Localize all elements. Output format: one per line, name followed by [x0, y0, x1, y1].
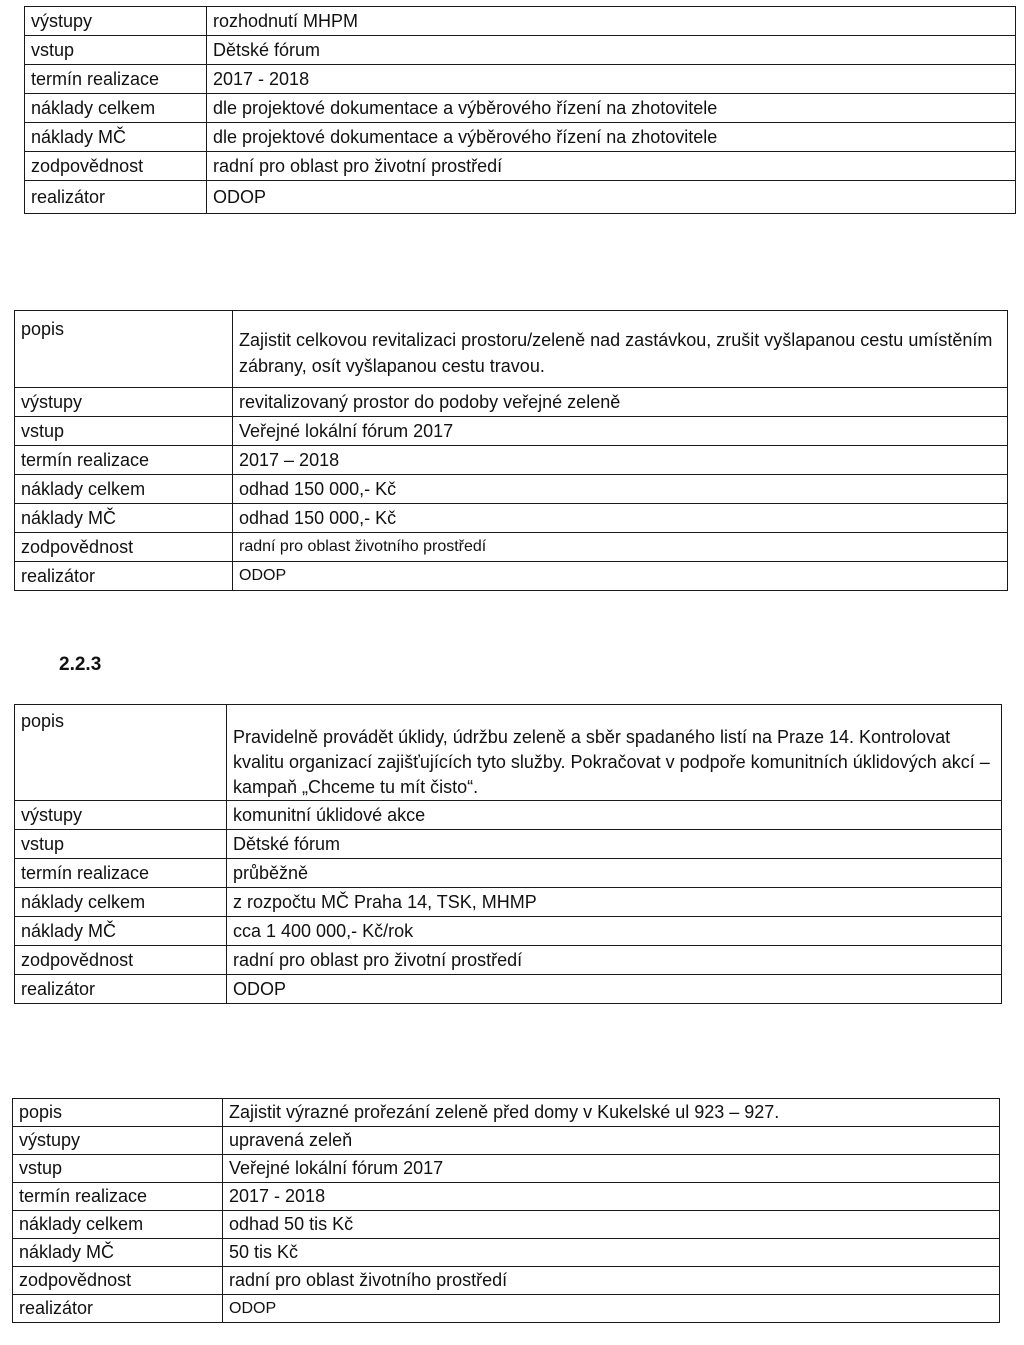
row-label: náklady MČ [13, 1239, 223, 1267]
row-value: 50 tis Kč [223, 1239, 1000, 1267]
row-value: odhad 150 000,- Kč [233, 504, 1008, 533]
table-row [13, 1127, 1000, 1155]
row-value: dle projektové dokumentace a výběrového řízení na zhotovitele [207, 94, 1016, 123]
table-row [25, 7, 1016, 36]
row-value: 2017 – 2018 [233, 446, 1008, 475]
table-row [15, 917, 1002, 946]
row-label: zodpovědnost [25, 152, 207, 181]
action-table-1 [24, 6, 1016, 214]
row-label: zodpovědnost [13, 1267, 223, 1295]
row-value: Zajistit celkovou revitalizaci prostoru/zeleně nad zastávkou, zrušit vyšlapanou cestu umístěním zábrany, osít vyšlapanou cestu travou. [233, 311, 1008, 388]
row-value: Zajistit výrazné prořezání zeleně před domy v Kukelské ul 923 – 927. [223, 1099, 1000, 1127]
row-value: 2017 - 2018 [207, 65, 1016, 94]
action-table-4 [12, 1098, 1000, 1323]
row-label: náklady MČ [15, 504, 233, 533]
row-value: ODOP [227, 975, 1002, 1004]
table-row [15, 533, 1008, 562]
row-value: radní pro oblast pro životní prostředí [227, 946, 1002, 975]
row-value: ODOP [233, 562, 1008, 591]
table-row [15, 830, 1002, 859]
table-row [15, 562, 1008, 591]
table-row [25, 152, 1016, 181]
row-value: radní pro oblast životního prostředí [223, 1267, 1000, 1295]
table-row [25, 36, 1016, 65]
row-label: výstupy [13, 1127, 223, 1155]
row-label: vstup [13, 1155, 223, 1183]
row-value: revitalizovaný prostor do podoby veřejné zeleně [233, 388, 1008, 417]
row-value: Veřejné lokální fórum 2017 [233, 417, 1008, 446]
row-value: průběžně [227, 859, 1002, 888]
row-label: popis [15, 311, 233, 388]
row-label: náklady celkem [25, 94, 207, 123]
row-label: zodpovědnost [15, 533, 233, 562]
row-value: radní pro oblast životního prostředí [233, 533, 1008, 562]
table-row [13, 1239, 1000, 1267]
row-label: popis [15, 705, 227, 801]
row-label: vstup [15, 830, 227, 859]
row-label: realizátor [15, 562, 233, 591]
table-row [25, 123, 1016, 152]
row-label: náklady MČ [15, 917, 227, 946]
action-table-2 [14, 310, 1008, 591]
row-value: Dětské fórum [207, 36, 1016, 65]
row-value: cca 1 400 000,- Kč/rok [227, 917, 1002, 946]
row-value: ODOP [223, 1295, 1000, 1323]
table-row [25, 94, 1016, 123]
action-table-3 [14, 704, 1002, 1004]
row-value: 2017 - 2018 [223, 1183, 1000, 1211]
row-value: komunitní úklidové akce [227, 801, 1002, 830]
row-value: odhad 50 tis Kč [223, 1211, 1000, 1239]
table-row [15, 311, 1008, 388]
row-label: termín realizace [15, 859, 227, 888]
table-row [25, 65, 1016, 94]
row-value: rozhodnutí MHPM [207, 7, 1016, 36]
row-label: náklady celkem [15, 475, 233, 504]
table-row [15, 975, 1002, 1004]
row-label: náklady MČ [25, 123, 207, 152]
table-row [13, 1211, 1000, 1239]
row-label: termín realizace [15, 446, 233, 475]
row-label: výstupy [15, 801, 227, 830]
row-label: vstup [25, 36, 207, 65]
table-row [15, 417, 1008, 446]
table-row [15, 446, 1008, 475]
table-row [13, 1099, 1000, 1127]
row-value: ODOP [207, 181, 1016, 214]
row-label: vstup [15, 417, 233, 446]
table-row [13, 1267, 1000, 1295]
row-value: Pravidelně provádět úklidy, údržbu zeleně a sběr spadaného listí na Praze 14. Kontrolovat kvalitu organizací zajišťujících tyto služby. Pokračovat v podpoře komunitních úklidových akcí – kampaň „Chceme tu mít čisto“. [227, 705, 1002, 801]
row-label: realizátor [15, 975, 227, 1004]
table-row [15, 475, 1008, 504]
row-label: výstupy [15, 388, 233, 417]
row-value: Dětské fórum [227, 830, 1002, 859]
table-row [15, 946, 1002, 975]
row-label: realizátor [13, 1295, 223, 1323]
row-label: zodpovědnost [15, 946, 227, 975]
row-label: realizátor [25, 181, 207, 214]
table-row [13, 1295, 1000, 1323]
table-row [15, 388, 1008, 417]
row-value: Veřejné lokální fórum 2017 [223, 1155, 1000, 1183]
table-row [15, 859, 1002, 888]
row-label: popis [13, 1099, 223, 1127]
row-label: termín realizace [13, 1183, 223, 1211]
row-value: radní pro oblast pro životní prostředí [207, 152, 1016, 181]
section-heading: 2.2.3 [59, 654, 102, 675]
table-row [15, 705, 1002, 801]
table-row [15, 888, 1002, 917]
row-value: upravená zeleň [223, 1127, 1000, 1155]
row-label: náklady celkem [13, 1211, 223, 1239]
row-label: výstupy [25, 7, 207, 36]
table-row [13, 1155, 1000, 1183]
table-row [25, 181, 1016, 214]
row-value: odhad 150 000,- Kč [233, 475, 1008, 504]
row-label: náklady celkem [15, 888, 227, 917]
row-value: dle projektové dokumentace a výběrového řízení na zhotovitele [207, 123, 1016, 152]
table-row [13, 1183, 1000, 1211]
table-row [15, 801, 1002, 830]
row-label: termín realizace [25, 65, 207, 94]
table-row [15, 504, 1008, 533]
row-value: z rozpočtu MČ Praha 14, TSK, MHMP [227, 888, 1002, 917]
